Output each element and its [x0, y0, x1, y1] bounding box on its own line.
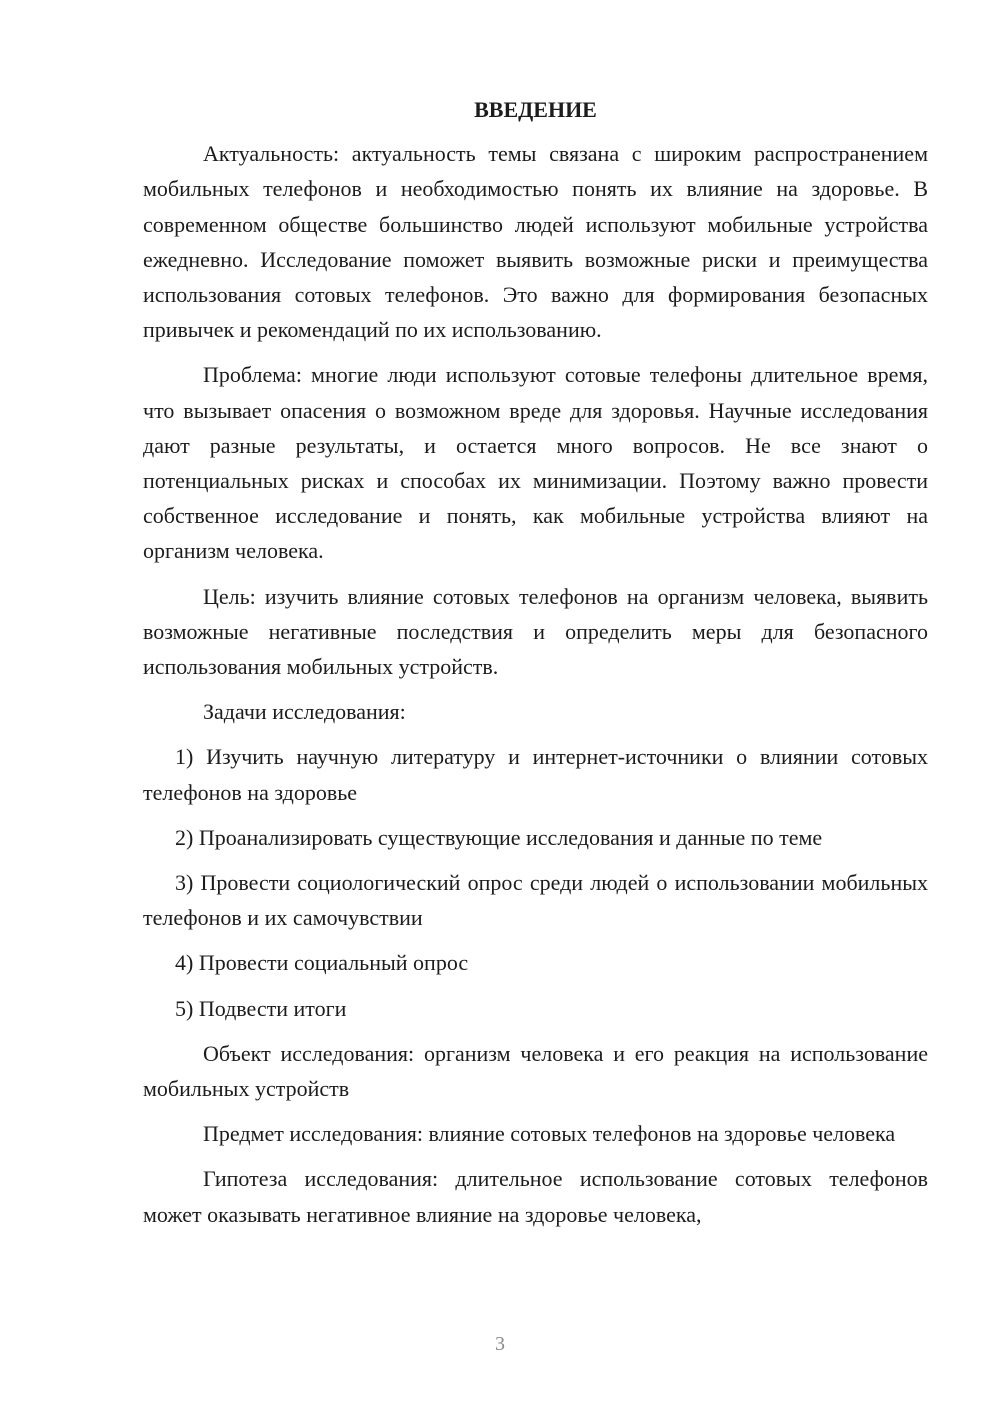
task-item-2: 2) Проанализировать существующие исследования и данные по теме [175, 824, 823, 850]
hypothesis-paragraph: Гипотеза исследования: длительное использование сотовых телефонов может оказывать негативное влияние на здоровье человека, [143, 1166, 928, 1227]
problem-paragraph: Проблема: многие люди используют сотовые телефоны длительное время, что вызывает опасения о возможном вреде для здоровья. Научные исследования дают разные результаты, и остается много вопросов. Не все знают о потенциальных рисках и способах их минимизации. Поэтому важно провести собственное исследование и понять, как мобильные устройства влияют на организм человека. [143, 362, 928, 564]
task-item-3: 3) Провести социологический опрос среди людей о использовании мобильных телефонов и их самочувствии [143, 870, 928, 931]
research-subject-paragraph: Предмет исследования: влияние сотовых телефонов на здоровье человека [203, 1121, 896, 1147]
research-object-paragraph: Объект исследования: организм человека и его реакция на использование мобильных устройств [143, 1040, 928, 1102]
relevance-paragraph: Актуальность: актуальность темы связана с широким распространением мобильных телефонов и необходимостью понять их влияние на здоровье. В современном обществе большинство людей используют мобильные устройства ежедневно. Исследование поможет выявить возможные риски и преимущества использования сотовых телефонов. Это важно для формирования безопасных привычек и рекомендаций по их использованию. [143, 141, 928, 343]
goal-paragraph: Цель: изучить влияние сотовых телефонов на организм человека, выявить возможные негативные последствия и определить меры для безопасного использования мобильных устройств. [143, 583, 928, 680]
section-title: ВВЕДЕНИЕ [474, 97, 597, 122]
page-body [143, 92, 928, 1242]
task-item-4: 4) Провести социальный опрос [175, 950, 469, 976]
tasks-heading: Задачи исследования: [203, 699, 406, 725]
task-item-1: 1) Изучить научную литературу и интернет-источники о влиянии сотовых телефонов на здоровье [143, 744, 928, 805]
page-number: 3 [495, 1333, 505, 1355]
task-item-5: 5) Подвести итоги [175, 995, 347, 1021]
